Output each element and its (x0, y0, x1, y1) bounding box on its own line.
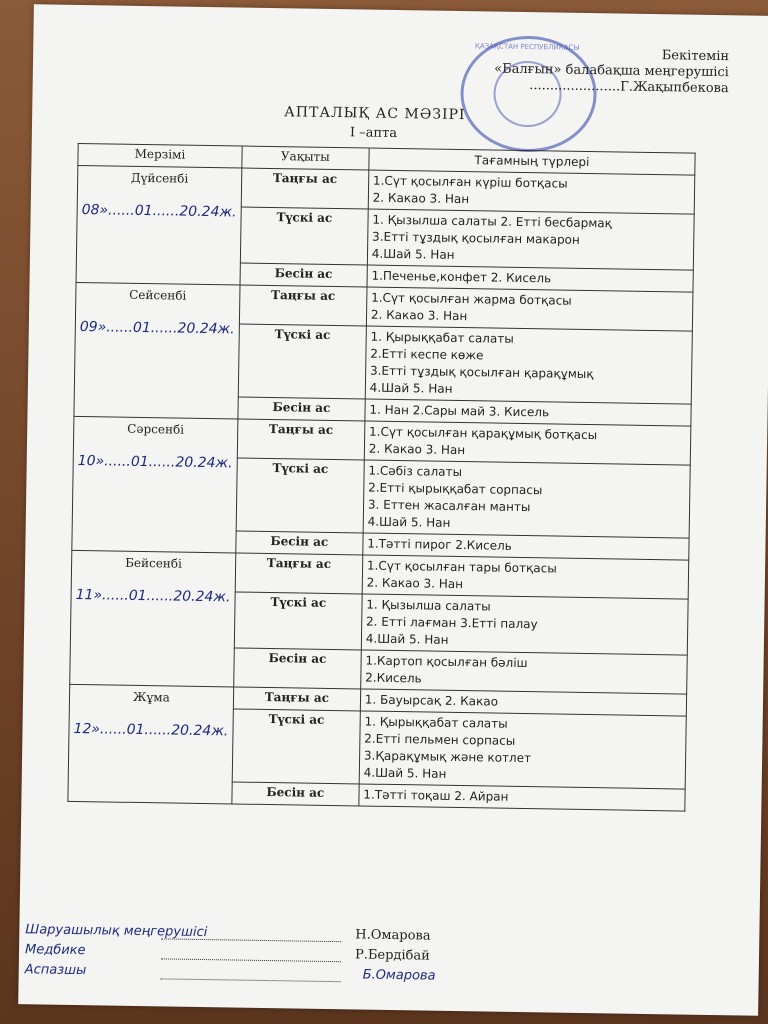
day-name: Дүйсенбі (130, 170, 189, 186)
dish-line: 2.Етті кеспе көже (370, 346, 484, 363)
dish-line: 2. Какао 3. Нан (372, 190, 470, 207)
dish-line: 1.Тәтті пирог 2.Кисель (367, 536, 512, 553)
signature-handwritten-name: Б.Омарова (362, 967, 436, 984)
meal-dishes (361, 594, 688, 655)
menu-table-body (68, 165, 695, 811)
signature-role: Шаруашылық меңгерушісі (25, 922, 208, 941)
menu-document (18, 4, 768, 1016)
dish-line: 4.Шай 5. Нан (371, 246, 455, 262)
day-name: Сәрсенбі (127, 421, 185, 437)
meal-dishes (363, 460, 690, 538)
meal-time: Түскі ас (234, 592, 362, 650)
table-row (71, 550, 689, 599)
seal-lettering: ҚАЗАҚСТАН РЕСПУБЛИКАСЫ (474, 42, 580, 52)
dish-line: 2. Какао 3. Нан (370, 307, 468, 324)
meal-time: Түскі ас (238, 324, 366, 399)
dish-line: 3. Еттен жасалған манты (367, 497, 531, 515)
signature-name: Р.Бердібай (354, 947, 430, 964)
meal-dishes (367, 209, 694, 270)
approval-signature-line: ......................Г.Жақыпбекова (529, 78, 729, 97)
meal-time: Түскі ас (236, 458, 364, 533)
signature-line (161, 924, 341, 942)
page-title: АПТАЛЫҚ АС МӘЗІРІ (284, 104, 466, 124)
signature-line (161, 964, 341, 982)
dish-line: 2. Какао 3. Нан (368, 441, 466, 458)
day-date: 11»......01......20.24ж. (75, 586, 231, 606)
day-date: 08»......01......20.24ж. (81, 202, 237, 221)
meal-time: Бесін ас (236, 531, 363, 555)
day-name: Жұма (132, 689, 170, 705)
signature-role: Аспазшы (24, 962, 87, 979)
dish-line: 1.Сүт қосылған тары ботқасы (366, 558, 557, 576)
meal-time: Таңғы ас (235, 553, 363, 594)
weekly-menu-table (67, 143, 695, 812)
column-header-time: Уақыты (242, 146, 369, 170)
dish-line: 1.Тәтті тоқаш 2. Айран (363, 787, 509, 804)
dish-line: 4.Шай 5. Нан (363, 765, 447, 781)
approval-title: Бекітемін (661, 48, 730, 65)
dish-line: 2. Какао 3. Нан (366, 575, 464, 592)
day-name: Сейсенбі (129, 287, 187, 303)
meal-time: Таңғы ас (237, 419, 365, 460)
meal-time: Таңғы ас (241, 168, 369, 209)
dish-line: 1. Бауырсақ 2. Какао (364, 692, 499, 709)
dish-line: 1. Нан 2.Сары май 3. Кисель (369, 402, 550, 420)
signature-role: Медбике (24, 942, 86, 959)
dish-line: 1. Қырыққабат салаты (364, 714, 508, 731)
day-cell (74, 282, 240, 419)
dish-line: 4.Шай 5. Нан (365, 631, 449, 647)
signature-name: Н.Омарова (355, 927, 431, 944)
dish-line: 1.Сүт қосылған күріш ботқасы (372, 173, 568, 191)
dish-line: 3.Қарақұмық және котлет (363, 748, 532, 766)
meal-dishes (366, 287, 693, 331)
meal-dishes (365, 326, 692, 404)
meal-dishes (361, 650, 688, 694)
meal-time: Бесін ас (238, 397, 365, 421)
meal-dishes (362, 555, 689, 599)
dish-line: 1. Қызылша салаты 2. Етті бесбармақ (372, 212, 613, 231)
day-name: Бейсенбі (125, 555, 183, 571)
dish-line: 1.Сүт қосылған қарақұмық ботқасы (368, 424, 598, 443)
meal-time: Таңғы ас (239, 285, 367, 326)
meal-time: Бесін ас (232, 782, 359, 806)
day-cell (76, 165, 242, 285)
meal-time: Бесін ас (234, 648, 362, 689)
day-date: 12»......01......20.24ж. (73, 720, 229, 740)
dish-line: 1. Қызылша салаты (366, 597, 491, 614)
meal-time: Бесін ас (240, 263, 367, 287)
day-date: 09»......01......20.24ж. (79, 319, 235, 338)
day-cell (72, 416, 238, 553)
meal-time: Түскі ас (240, 207, 368, 265)
dish-line: 1.Сәбіз салаты (368, 463, 463, 480)
meal-dishes (364, 421, 691, 465)
signature-block (25, 922, 526, 990)
dish-line: 3.Етті тұздық қосылған макарон (372, 229, 580, 247)
day-date: 10»......01......20.24ж. (77, 452, 233, 472)
dish-line: 2.Етті қырыққабат сорпасы (368, 480, 543, 498)
meal-dishes (359, 711, 686, 789)
dish-line: 3.Етті тұздық қосылған қарақұмық (369, 363, 594, 382)
dish-line: 4.Шай 5. Нан (369, 380, 453, 396)
dish-line: 1.Печенье,конфет 2. Кисель (371, 268, 552, 286)
dish-line: 2.Етті пельмен сорпасы (364, 731, 516, 748)
dish-line: 4.Шай 5. Нан (367, 514, 451, 530)
approval-position: «Балғын» балабақша меңгерушісі (494, 61, 730, 81)
column-header-dishes: Тағамның түрлері (369, 148, 695, 175)
meal-dishes (359, 784, 685, 811)
dish-line: 1. Қырыққабат салаты (370, 329, 514, 346)
table-row (73, 416, 691, 465)
dish-line: 2.Кисель (365, 670, 422, 686)
meal-dishes (368, 170, 695, 214)
dish-line: 2. Етті лағман 3.Етті палау (365, 614, 538, 632)
meal-time: Түскі ас (232, 709, 360, 784)
dish-line: 1.Картоп қосылған бәліш (365, 653, 528, 671)
meal-time: Таңғы ас (233, 687, 360, 711)
signature-line (161, 944, 341, 962)
column-header-date: Мерзімі (78, 143, 242, 168)
approval-block (494, 45, 729, 97)
day-cell (68, 684, 234, 804)
dish-line: 1.Сүт қосылған жарма ботқасы (371, 290, 572, 308)
day-cell (70, 550, 236, 687)
week-label: І –апта (349, 125, 398, 141)
table-row (77, 165, 695, 214)
table-row (75, 282, 693, 331)
